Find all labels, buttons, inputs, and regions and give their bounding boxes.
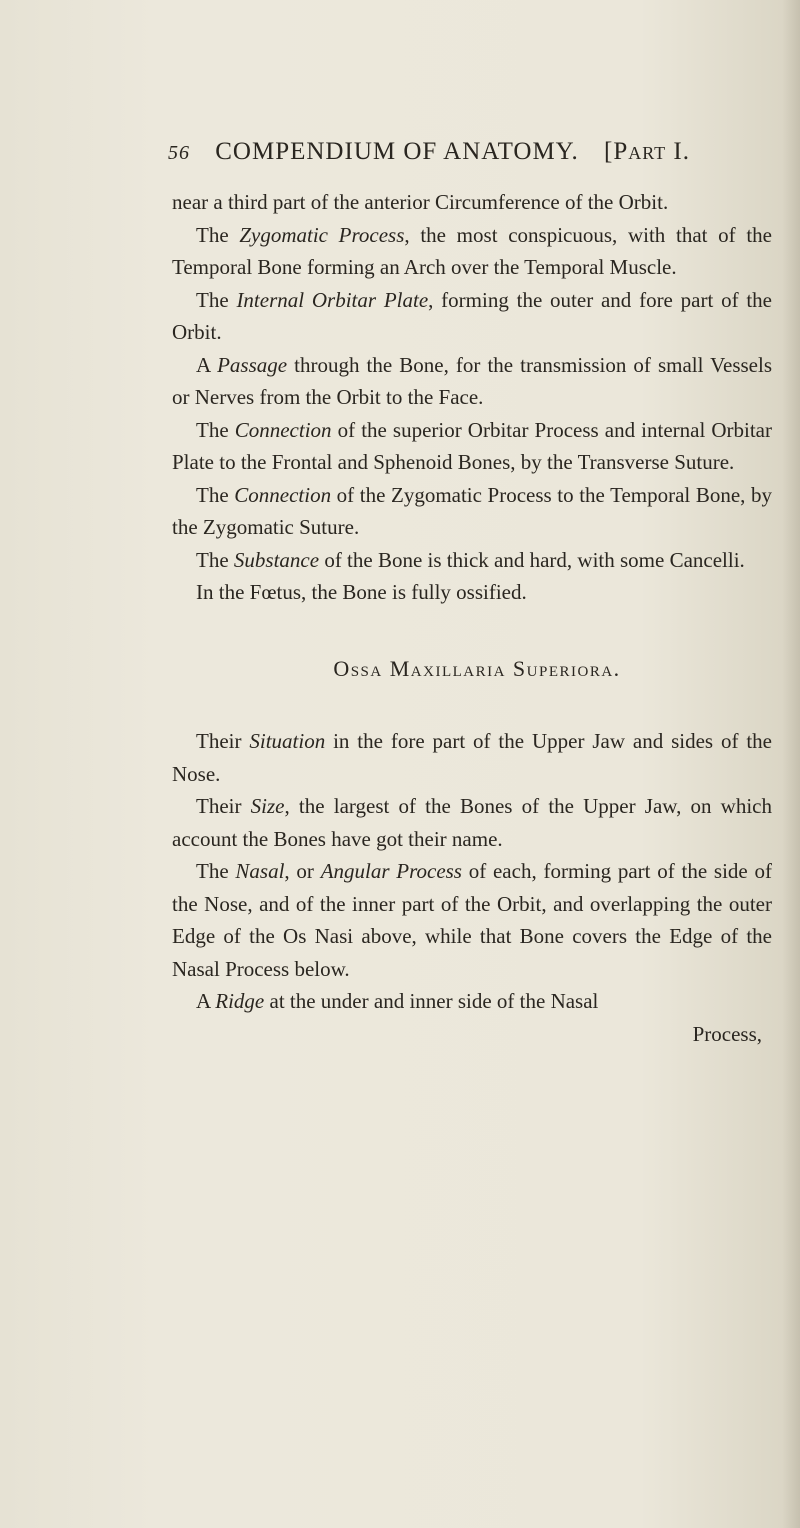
paragraph: The Internal Orbitar Plate, forming the outer and fore part of the Orbit. — [172, 287, 773, 344]
emphasis: Angular Process — [320, 859, 462, 883]
paragraph: near a third part of the anterior Circumference of the Orbit. — [172, 190, 669, 214]
paragraph: The Connection of the Zygomatic Process to the Temporal Bone, by the Zygomatic Suture. — [172, 482, 772, 539]
body-text — [172, 186, 772, 1050]
emphasis: Size — [250, 794, 285, 818]
emphasis: Ridge — [215, 989, 265, 1013]
paragraph: The Zygomatic Process, the most conspicuous, with that of the Temporal Bone forming an Arch over the Temporal Muscle. — [172, 222, 772, 279]
emphasis: Substance — [233, 547, 320, 572]
paragraph: In the Fœtus, the Bone is fully ossified. — [196, 580, 527, 604]
emphasis: Connection — [234, 417, 332, 442]
catchword: Process, — [692, 1021, 762, 1046]
running-title: COMPENDIUM OF ANATOMY. — [215, 138, 579, 165]
paragraph: The Substance of the Bone is thick and hard, with some Cancelli. — [196, 547, 745, 572]
running-header — [168, 138, 793, 166]
paragraph: The Connection of the superior Orbitar Process and internal Orbitar Plate to the Frontal and Sphenoid Bones, by the Transverse Suture. — [172, 417, 772, 474]
emphasis: Nasal — [235, 859, 285, 883]
emphasis: Passage — [217, 352, 288, 377]
paragraph: A Passage through the Bone, for the transmission of small Vessels or Nerves from the Orbit to the Face. — [172, 352, 772, 409]
paragraph: Their Size, the largest of the Bones of the Upper Jaw, on which account the Bones have got their name. — [172, 794, 772, 851]
section-heading: Ossa Maxillaria Superiora. — [333, 655, 621, 681]
paragraph: A Ridge at the under and inner side of the Nasal — [196, 989, 599, 1013]
paragraph: The Nasal, or Angular Process of each, forming part of the side of the Nose, and of the inner part of the Orbit, and overlapping the outer Edge of the Os Nasi above, while that Bone covers the Edge of the Nasal Process below. — [172, 859, 772, 981]
part-indicator: [Part I. — [604, 138, 690, 165]
emphasis: Connection — [234, 482, 332, 507]
emphasis: Situation — [249, 729, 326, 753]
paragraph: Their Situation in the fore part of the Upper Jaw and sides of the Nose. — [172, 729, 772, 786]
page-number: 56 — [168, 142, 190, 164]
emphasis: Internal Orbitar Plate — [236, 287, 429, 312]
emphasis: Zygomatic Process — [239, 222, 405, 247]
